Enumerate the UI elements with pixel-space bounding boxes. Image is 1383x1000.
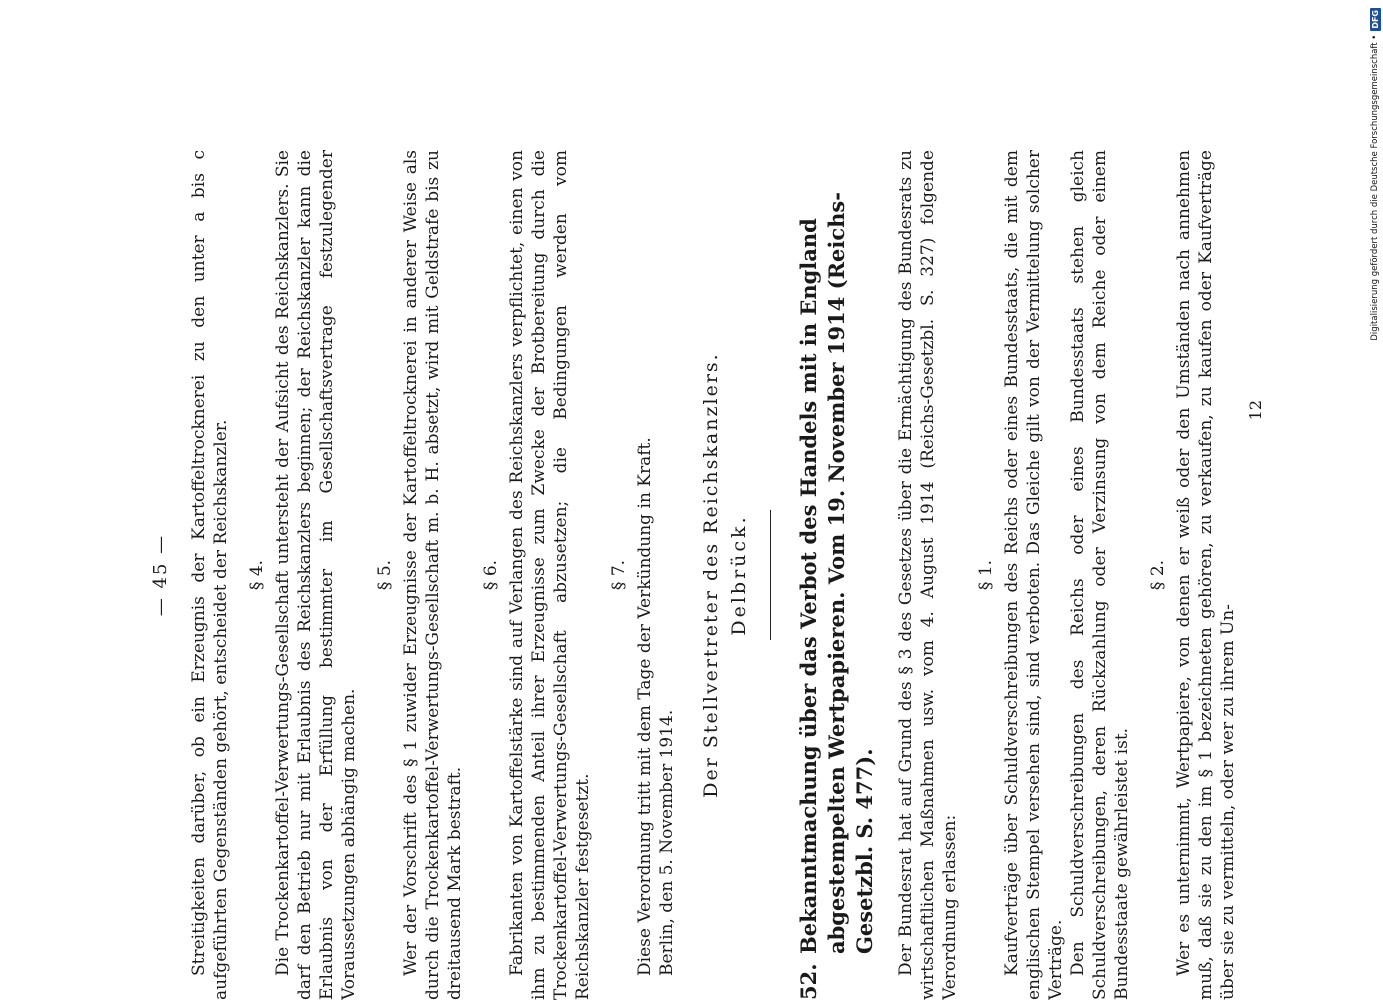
notice-section-2-heading: § 2. [1148,559,1168,591]
section-5-heading: § 5. [375,559,395,591]
notice-section-1-heading: § 1. [976,559,996,591]
section-7-text: Diese Verordnung tritt mit dem Tage der Verkündung in Kraft. [635,437,655,976]
section-7-heading: § 7. [609,559,629,591]
notice-section-1-text-a: Kaufverträge über Schuldverschreibungen des Reichs oder eines Bundesstaats, die mit dem englischen Stempel versehen sind, sind verboten. Das Gleiche gilt von der Vermittelung solcher Verträge. [1002,150,1066,1000]
section-4-text: Die Trockenkartoffel-Verwertungs-Gesellschaft untersteht der Aufsicht des Reichskanzlers. Sie darf den Betrieb nur mit Erlaubnis des Reichskanzlers beginnen; der Reichskanzler kann die Erlaubnis von der Erfüllung bestimmter im Gesellschaftsvertrage festzulegender Voraussetzungen abhängig machen. [273,150,359,1000]
notice-preamble: Der Bundesrat hat auf Grund des § 3 des Gesetzes über die Ermächtigung des Bundesrats zu wirtschaftlichen Maßnahmen usw. vom 4. August 1914 (Reichs-Gesetzbl. S. 327) folgende Verordnung erlassen: [896,150,960,1000]
section-6-text: Fabrikanten von Kartoffelstärke sind auf Verlangen des Reichskanzlers verpflichtet, einen von ihm zu bestimmenden Anteil ihrer Erzeugnisse zum Zwecke der Brotbereitung durch die Trockenkartoffel-Verwertungs-Gesellschaft abzusetzen; die Bedingungen werden vom Reichskanzler festgesetzt. [507,150,593,1000]
notice-title: Bekanntmachung über das Verbot des Handels mit in England abgestempelten Wertpapieren. Vom 19. November 1914 (Reichs-Gesetzbl. S. 477). [796,192,877,954]
section-5-text: Wer der Vorschrift des § 1 zuwider Erzeugnisse der Kartoffeltrocknerei in anderer Weise als durch die Trockenkartoffel-Verwertungs-Gesellschaft m. b. H. absetzt, wird mit Geldstrafe bis zu dreitausend Mark bestraft. [401,150,465,1000]
intro-paragraph: Streitigkeiten darüber, ob ein Erzeugnis der Kartoffeltrocknerei zu den unter a bis c aufgeführten Gegenständen gehört, entscheidet der Reichskanzler. [189,150,231,1000]
page-number: — 45 — [150,533,171,617]
dfg-logo-icon: DFG [1370,10,1380,29]
section-4-heading: § 4. [247,559,267,591]
signature-block [700,150,750,1000]
dfg-note-text: Digitalisierung gefördert durch die Deutsche Forschungsgemeinschaft • [1370,34,1380,341]
place-and-date: Berlin, den 5. November 1914. [657,709,677,976]
notice-number: 52. [796,963,821,1000]
dfg-funding-note [1368,8,1382,388]
notice-section-1-text-b: Den Schuldverschreibungen des Reichs oder eines Bundesstaats stehen gleich Schuldverschreibungen, deren Rückzahlung oder Verzinsung von dem Reiche oder einem Bundesstaate gewährleistet ist. [1068,150,1132,1000]
section-6-heading: § 6. [481,559,501,591]
rotated-document-page [150,150,1265,1000]
signature-title: Der Stellvertreter des Reichskanzlers. [700,352,722,798]
signature-mark: 12 [1246,400,1265,421]
notice-section-2-text: Wer es unternimmt, Wertpapiere, von denen er weiß oder den Umständen nach annehmen muß, daß sie zu den im § 1 bezeichneten gehören, zu verkaufen, zu kaufen oder Kaufverträge über sie zu vermitteln, oder wer zu ihrem Un- [1174,150,1238,1000]
notice-heading [795,150,879,1000]
signature-name: Delbrück. [728,514,750,636]
section-divider [770,510,771,640]
